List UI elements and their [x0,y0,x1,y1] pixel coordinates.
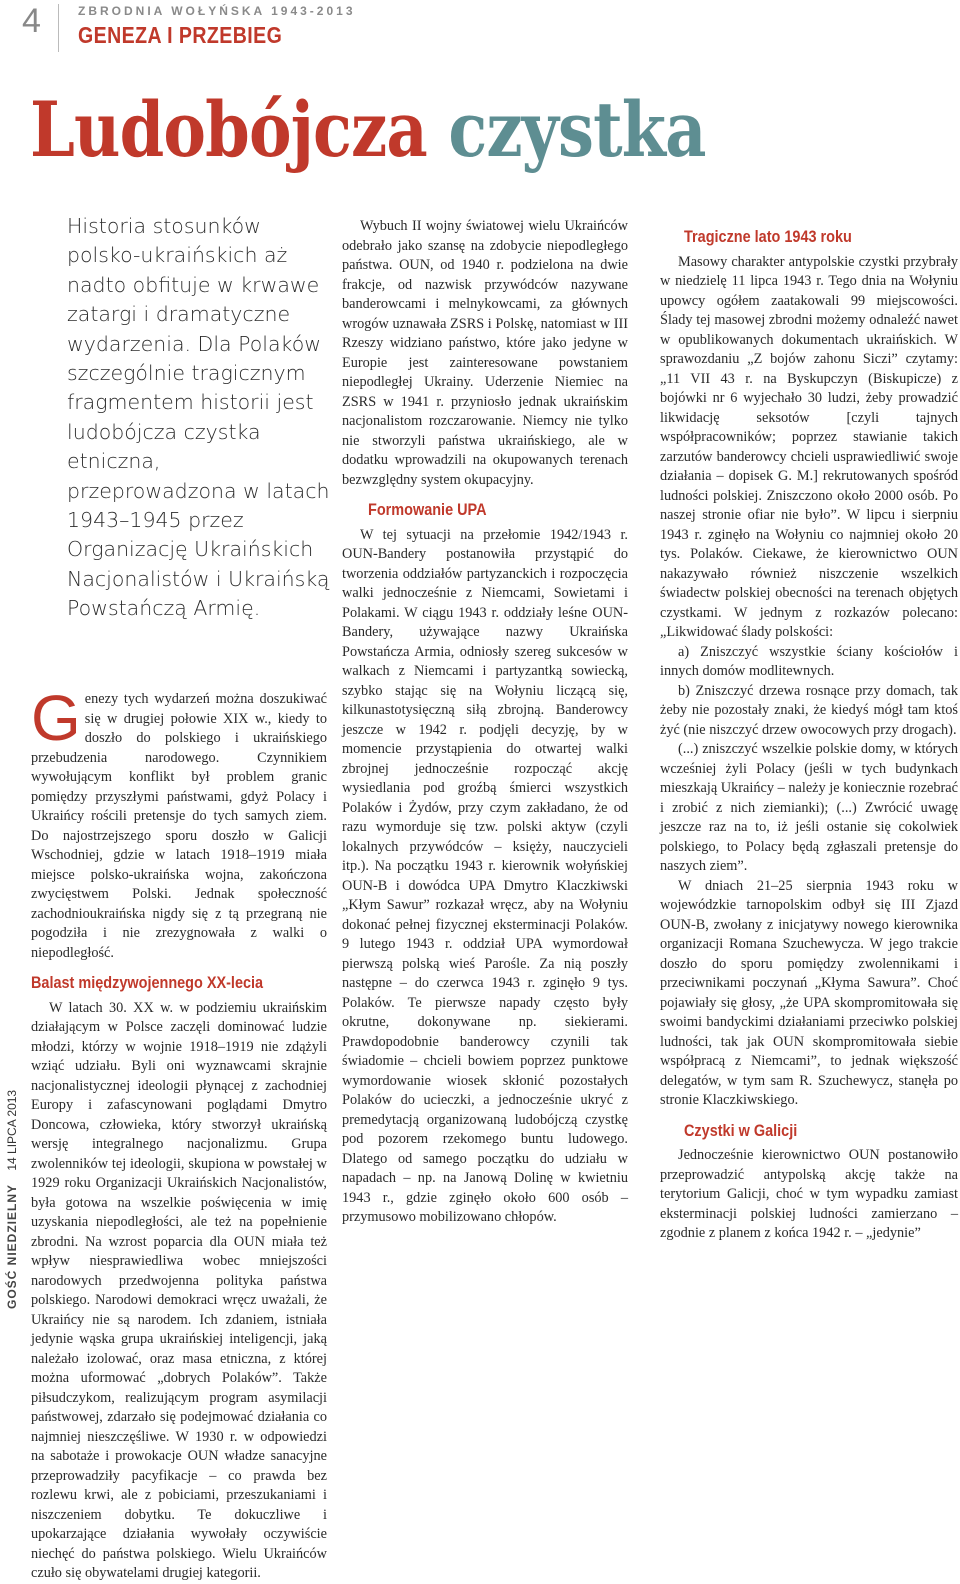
subheading: Czystki w Galicji [684,1120,798,1140]
issue-date: 14 LIPCA 2013 [5,1089,19,1171]
paragraph: W latach 30. XX w. w podziemiu ukraińskim działającym w Polsce zaczęli dominować ludzie młodzi, którzy w wojnie 1918–1919 nie zdążyli wziąć udziału. Byli oni wyznawcami skrajnie nacjonalistycznej ideologii płynącej z zachodniej Europy i zafascynowani poglądami Dmytro Doncowa, człowieka, który stworzył ukraińską wersję integralnego nacjonalizmu. Grupa zwolenników tej ideologii, skupiona w powstałej w 1929 roku Organizacji Ukraińskich Nacjonalistów, była gotowa na wszelkie poświęcenia w imię uzyskania niepodległości, ale też na popełnienie zbrodni. Na wzrost poparcia dla OUN miała też wpływ niesprawiedliwa wobec mniejszości narodowych przedwojenna polityka państwa polskiego. Narodowi demokraci wręcz uważali, że Ukraińcy nie są narodem. Ich zdaniem, istniała jedynie wąska grupa ukraińskiej inteligencji, jaką należało izolować, oraz masa etniczna, z której można uformować „dobrych Polaków”. Także piłsudczykom, realizującym program asymilacji państwowej, zdarzało się podejmować działania co najmniej nieszczęśliwe. W 1930 r. w odpowiedzi na sabotaże i prowokacje OUN władze sanacyjne przeprowadziły pacyfikacje – co prawda bez rozlewu krwi, ale z pobiciami, przeszukaniami i niszczeniem dobytku. Te dokuczliwe i upokarzające działania wywołały oczywiście niechęć do państwa polskiego. Wielu Ukraińców czuło się obywatelami drugiej kategorii. [31,999,327,1581]
article-title [30,85,706,174]
lead-paragraph: Historia stosunków polsko-ukraińskich aż nadto obfituje w krwawe zatargi i dramatyczne wydarzenia. Dla Polaków szczególnie tragicznym fragmentem historii jest ludobójcza czystka etniczna, przeprowadzona w latach 1943–1945 przez Organizację Ukraińskich Nacjonalistów i Ukraińską Powstańczą Armię. [67,214,330,621]
series-kicker: ZBRODNIA WOŁYŃSKA 1943-2013 [78,4,356,18]
subheading: Balast międzywojennego XX-lecia [31,973,264,992]
header-divider [58,4,59,52]
subheading: Formowanie UPA [368,500,487,519]
paragraph: W dniach 21–25 sierpnia 1943 roku w wojewódzkie tarnopolskim odbył się III Zjazd OUN-B, zwołany z inicjatywy nowego kierownika organizacji Romana Szuchewycza. W jego trakcie doszło do sporu pomiędzy zwolennikami i przeciwnikami poczynań „Kłyma Sawura”. Choć pojawiały się głosy, „że UPA skompromitowała się swoimi bandyckimi działaniami przeciwko polskiej ludności, tak jak OUN skompromitowała siebie współpracą z Niemcami”, to jednak większość delegatów, w tym sam R. Szuchewycz, stanęła po stronie Klaczkiwskiego. [660,877,958,1108]
subheading: Tragiczne lato 1943 roku [684,227,852,246]
section-title: GENEZA I PRZEBIEG [78,22,283,48]
page-number: 4 [22,2,41,40]
sidebar-text [5,1090,19,1309]
paragraph: W tej sytuacji na przełomie 1942/1943 r. OUN-Bandery postanowiła przystąpić do tworzenia oddziałów partyzanckich i rozpoczęcia walki jednocześnie z Niemcami, Sowietami i Polakami. W ciągu 1943 r. oddziały leśne OUN-Bandery, używające nazwy Ukraińska Powstańcza Armia, odniosły szereg sukcesów w walkach z Niemcami i partyzantką sowiecką, szybko stając się na Wołyniu liczącą się, kilkunastotysięczną siłą zbrojną. Banderowcy jeszcze w 1942 r. podjęli decyzję, by w momencie przystąpienia do otwartej walki zbrojnej jednocześnie rozpocząć akcję wysiedlania pod groźbą śmierci wszystkich Polaków i Żydów, przy czym zakładano, że od razu wymorduje się tzw. polski aktyw (czyli lokalnych przywódców – księży, nauczycieli itp.). Na początku 1943 r. kierownik wołyńskiej OUN-B i dowódca UPA Dmytro Klaczkiwski „Kłym Sawur” rozkazał wręcz, aby na Wołyniu dokonać pełnej fizycznej eksterminacji Polaków. 9 lutego 1943 r. oddział UPA wymordował pierwszą polską wieś Parośle. Za nią poszły następne – do czerwca 1943 r. zginęło 9 tys. Polaków. Te pierwsze napady często były okrutne, dokonywane np. siekierami. Prawdopodobnie banderowcy czynili tak świadomie – chcieli bowiem poprzez punktowe wymordowanie wiosek skłonić pozostałych Polaków do ucieczki, a jednocześnie ukryć z premedytacją organizowaną ludobójczą czystkę pod pozorem rzekomego buntu ludowego. Dlatego od samego początku do udziału w napadach – np. na Janową Dolinę w kwietniu 1943 r., gdzie zginęło około 600 osób – przymusowo mobilizowano chłopów. [342,526,628,1225]
paragraph: a) Zniszczyć wszystkie ściany kościołów i innych domów modlitewnych. [660,643,958,679]
drop-cap: G [31,682,81,754]
vertical-sidebar [0,983,22,1313]
paragraph: Masowy charakter antypolskie czystki przybrały w niedzielę 11 lipca 1943 r. Tego dnia na Wołyniu upowcy ogółem zaatakowali 99 miejscowości. Ślady tej masowej zbrodni możemy odnaleźć nawet w opublikowanych dokumentach ukraińskich. W sprawozdaniu „Z bojów zahonu Siczi” czytamy: „11 VII 43 r. na Byskupczyn (Biskupicze) z bojówki nr 6 wyjechało 30 ludzi, żeby prowadzić likwidację seksotów [czyli tajnych współpracowników; poprzez stawianie takich zarzutów banderowcy chcieli usprawiedliwić swoje działania – dopisek G. M.] rekrutowanych spośród ludności polskiej. Zniszczono około 2000 osób. Po naszej stronie ofiar nie było”. W lipcu i sierpniu 1943 r. zginęło na Wołyniu co najmniej około 20 tys. Polaków. Ciekawe, że kierownictwo OUN nakazywało również niszczenie wszelkich świadectw polskiej obecności na terenach objętych czystkami. W jednym z rozkazów polecano: „Likwidować ślady polskości: [660,253,958,640]
paragraph: (...) zniszczyć wszelkie polskie domy, w których wcześniej żyli Polacy (jeśli w tych budynkach mieszkają Ukraińcy – należy je koniecznie rozebrać i zrobić z nich ziemianki); (...) Zwrócić uwagę jeszcze raz na to, iż jeśli ostanie się cokolwiek polskiego, to Polacy będą zgłaszali pretensje do naszych ziem”. [660,741,958,874]
title-part-1: Ludobójcza [30,85,427,174]
article-column-3 [660,217,958,1244]
paragraph: Wybuch II wojny światowej wielu Ukraińców odebrało jako szansę na zdobycie niepodległego państwa. OUN, od 1940 r. podzielona na dwie frakcje, od nazwisk przywódców nazywane banderowcami i melnykowcami, za głównych wrogów uznawała ZSRS i Polskę, natomiast w III Rzeszy widziano państwo, które jako jedyne w Europie jest zainteresowane powstaniem niepodległej Ukrainy. Uderzenie Niemiec na ZSRS w 1941 r. przyniosło jednak ukraińskim nacjonalistom rozczarowanie. Niemcy nie tylko nie stworzyli państwa ukraińskiego, ale w dodatku wprowadzili na okupowanych terenach bezwzględny system okupacyjny. [342,218,628,488]
paragraph: Genezy tych wydarzeń można doszukiwać się w drugiej połowie XIX w., kiedy to doszło do polskiego i ukraińskiego przebudzenia narodowego. Czynnikiem wywołującym konflikt był problem granic pomiędzy przyszłymi państwami, gdyż Polacy i Ukraińcy rościli pretensje do tych samych ziem. Do najostrzejszego sporu doszło w Galicji Wschodniej, gdzie w latach 1918–1919 miała miejsce polsko-ukraińska wojna, zakończona zwycięstwem Polski. Jednak społeczność zachodnioukraińska nigdy się z tą przegraną nie pogodziła i nie zrezygnowała z walki o niepodległość. [31,682,327,961]
magazine-name: GOŚĆ NIEDZIELNY [5,1183,19,1309]
paragraph: b) Zniszczyć drzewa rosnące przy domach, tak żeby nie pozostały znaki, że kiedyś mógł tam ktoś żyć (nie niszczyć drzew owocowych przy drogach). [660,682,958,738]
paragraph: Jednocześnie kierownictwo OUN postanowiło przeprowadzić antypolską akcję także na terytorium Galicji, choć w tym wypadku zamiast eksterminacji polskiej ludności zamierzano – zgodnie z planem z końca 1942 r. – „jedynie” [660,1147,958,1241]
article-column-1 [31,682,327,1584]
title-part-2: czystka [448,85,706,174]
article-column-2 [342,217,628,1228]
